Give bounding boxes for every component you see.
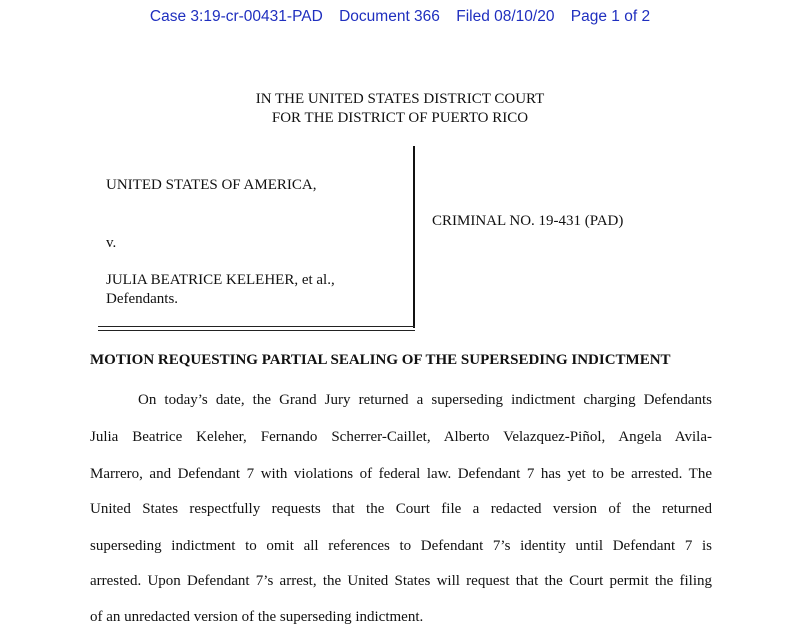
caption-plaintiff: UNITED STATES OF AMERICA, [106, 177, 317, 193]
body-line-3: Marrero, and Defendant 7 with violations of federal law. Defendant 7 has yet to be arrested. The [90, 466, 712, 482]
body-line-7: of an unredacted version of the superseding indictment. [90, 609, 424, 625]
body-line-4: United States respectfully requests that the Court file a redacted version of the returned [90, 501, 712, 517]
body-line-6: arrested. Upon Defendant 7’s arrest, the United States will request that the Court permit the filing [90, 573, 712, 589]
caption-defendant-role: Defendants. [106, 291, 179, 307]
court-title-line-1: IN THE UNITED STATES DISTRICT COURT [255, 91, 545, 107]
motion-title: MOTION REQUESTING PARTIAL SEALING OF THE SUPERSEDING INDICTMENT [90, 352, 671, 368]
case-number-header: Case 3:19-cr-00431-PAD [149, 8, 323, 25]
body-line-1: On today’s date, the Grand Jury returned a superseding indictment charging Defendants [138, 392, 712, 408]
ecf-filing-header [0, 8, 800, 26]
caption-defendant-name: JULIA BEATRICE KELEHER, et al., [106, 272, 335, 288]
caption-criminal-number: CRIMINAL NO. 19-431 (PAD) [432, 213, 624, 229]
document-number-header: Document 366 [339, 8, 440, 25]
body-line-5: superseding indictment to omit all references to Defendant 7’s identity until Defendant 7 is [90, 538, 712, 554]
caption-versus: v. [106, 235, 117, 251]
caption-vertical-divider [413, 146, 415, 328]
body-line-2: Julia Beatrice Keleher, Fernando Scherrer-Caillet, Alberto Velazquez-Piñol, Angela Avila- [90, 429, 712, 445]
filed-date-header: Filed 08/10/20 [456, 8, 555, 25]
court-title-line-2: FOR THE DISTRICT OF PUERTO RICO [271, 110, 529, 126]
caption-bottom-rule-1 [98, 326, 415, 327]
court-title [0, 90, 800, 128]
page-indicator-header: Page 1 of 2 [570, 8, 651, 25]
caption-bottom-rule-2 [98, 330, 415, 331]
